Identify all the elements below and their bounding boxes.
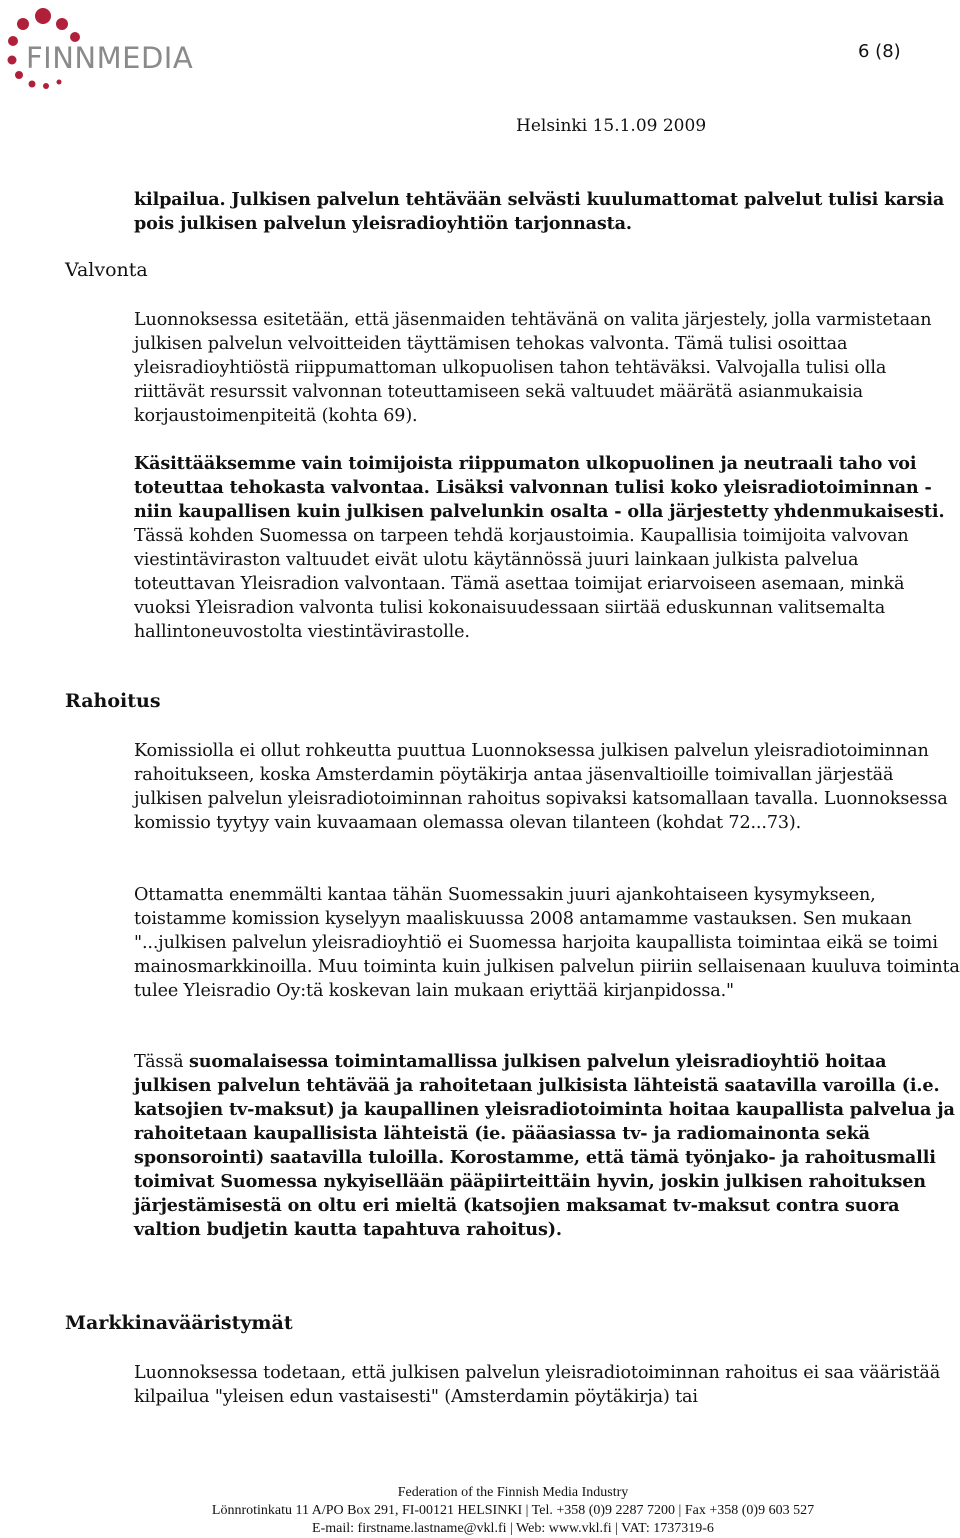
rahoitus-paragraph-3-bold: suomalaisessa toimintamallissa julkisen palvelun yleisradioyhtiö hoitaa julkisen palvelun tehtävää ja rahoitetaan julkisista lähteistä saatavilla varoilla (i.e. katsojien tv-maksut) ja kaupallinen yleisradiotoiminta hoitaa kaupallista palvelua ja rahoitetaan kaupallisista lähteistä (ie. pääasiassa tv- ja radiomainonta sekä sponsorointi) saatavilla tuloilla. Korostamme, että tämä työnjako- ja rahoitusmalli toimivat Suomessa nykyisellään pääpiirteittäin hyvin, joskin julkisen rahoituksen järjestämisestä on oltu eri mieltä (katsojien maksamat tv-maksut contra suora valtion budjetin kautta tapahtuva rahoitus). bbox=[134, 1051, 955, 1240]
heading-rahoitus: Rahoitus bbox=[65, 690, 161, 712]
intro-paragraph bbox=[134, 188, 960, 236]
rahoitus-paragraph-3-lead: Tässä bbox=[134, 1052, 189, 1072]
page-footer bbox=[0, 1484, 960, 1538]
intro-bold-text: kilpailua. Julkisen palvelun tehtävään selvästi kuulumattomat palvelut tulisi karsia pois julkisen palvelun yleisradioyhtiön tarjonnasta. bbox=[134, 189, 945, 234]
valvonta-paragraph-2-rest: Tässä kohden Suomessa on tarpeen tehdä korjaustoimia. Kaupallisia toimijoita valvovan viestintäviraston valtuudet eivät ulotu käytännössä juuri lainkaan julkista palvelua toteuttavan Yleisradion valvontaan. Tämä asettaa toimijat eriarvoiseen asemaan, minkä vuoksi Yleisradion valvonta tulisi kokonaisuudessaan siirtää eduskunnan valitsemalta hallintoneuvostolta viestintävirastolle. bbox=[134, 526, 909, 642]
logo-text: FINNMEDIA bbox=[26, 41, 194, 75]
rahoitus-paragraph-1: Komissiolla ei ollut rohkeutta puuttua Luonnoksessa julkisen palvelun yleisradiotoiminnan rahoitukseen, koska Amsterdamin pöytäkirja antaa jäsenvaltioille toimivallan järjestää julkisen palvelun yleisradiotoiminnan rahoitus sopivaksi katsomallaan tavalla. Luonnoksessa komissio tyytyy vain kuvaamaan olemassa olevan tilanteen (kohdat 72...73). bbox=[134, 741, 948, 833]
document-date: Helsinki 15.1.09 2009 bbox=[516, 116, 707, 136]
markkina-paragraph-1: Luonnoksessa todetaan, että julkisen palvelun yleisradiotoiminnan rahoitus ei saa vääristää kilpailua "yleisen edun vastaisesti" (Amsterdamin pöytäkirja) tai bbox=[134, 1363, 941, 1407]
finnmedia-logo bbox=[4, 4, 204, 94]
heading-markkinavaaristymat: Markkinavääristymät bbox=[65, 1312, 293, 1334]
rahoitus-paragraph-3 bbox=[134, 1050, 960, 1242]
valvonta-paragraph-2 bbox=[134, 452, 960, 644]
heading-valvonta: Valvonta bbox=[65, 259, 148, 281]
footer-organization: Federation of the Finnish Media Industry bbox=[397, 1485, 629, 1500]
rahoitus-paragraph-2: Ottamatta enemmälti kantaa tähän Suomessakin juuri ajankohtaiseen kysymykseen, toistamme komission kyselyyn maaliskuussa 2008 antamamme vastauksen. Sen mukaan "...julkisen palvelun yleisradioyhtiö ei Suomessa harjoita kaupallista toimintaa eikä se toimi mainosmarkkinoilla. Muu toiminta kuin julkisen palvelun piiriin sellaisenaan kuuluva toiminta tulee Yleisradio Oy:tä koskevan lain mukaan eriyttää kirjanpidossa." bbox=[134, 885, 960, 1001]
valvonta-paragraph-1: Luonnoksessa esitetään, että jäsenmaiden tehtävänä on valita järjestely, jolla varmistetaan julkisen palvelun velvoitteiden täyttämisen tehokas valvonta. Tämä tulisi osoittaa yleisradioyhtiöstä riippumattoman ulkopuolisen tahon tehtäväksi. Valvojalla tulisi olla riittävät resurssit valvonnan toteuttamiseen sekä valtuudet määrätä asianmukaisia korjaustoimenpiteitä (kohta 69). bbox=[134, 310, 932, 426]
footer-address: Lönnrotinkatu 11 A/PO Box 291, FI-00121 HELSINKI | Tel. +358 (0)9 2287 7200 | Fax +358 (0)9 603 527 bbox=[211, 1503, 815, 1518]
page-number: 6 (8) bbox=[858, 41, 901, 62]
valvonta-paragraph-2-bold: Käsittääksemme vain toimijoista riippumaton ulkopuolinen ja neutraali taho voi toteuttaa tehokasta valvontaa. Lisäksi valvonnan tulisi koko yleisradiotoiminnan - niin kaupallisen kuin julkisen palvelunkin osalta - olla järjestetty yhdenmukaisesti. bbox=[134, 453, 945, 522]
footer-contact: E-mail: firstname.lastname@vkl.fi | Web: www.vkl.fi | VAT: 1737319-6 bbox=[312, 1521, 714, 1536]
